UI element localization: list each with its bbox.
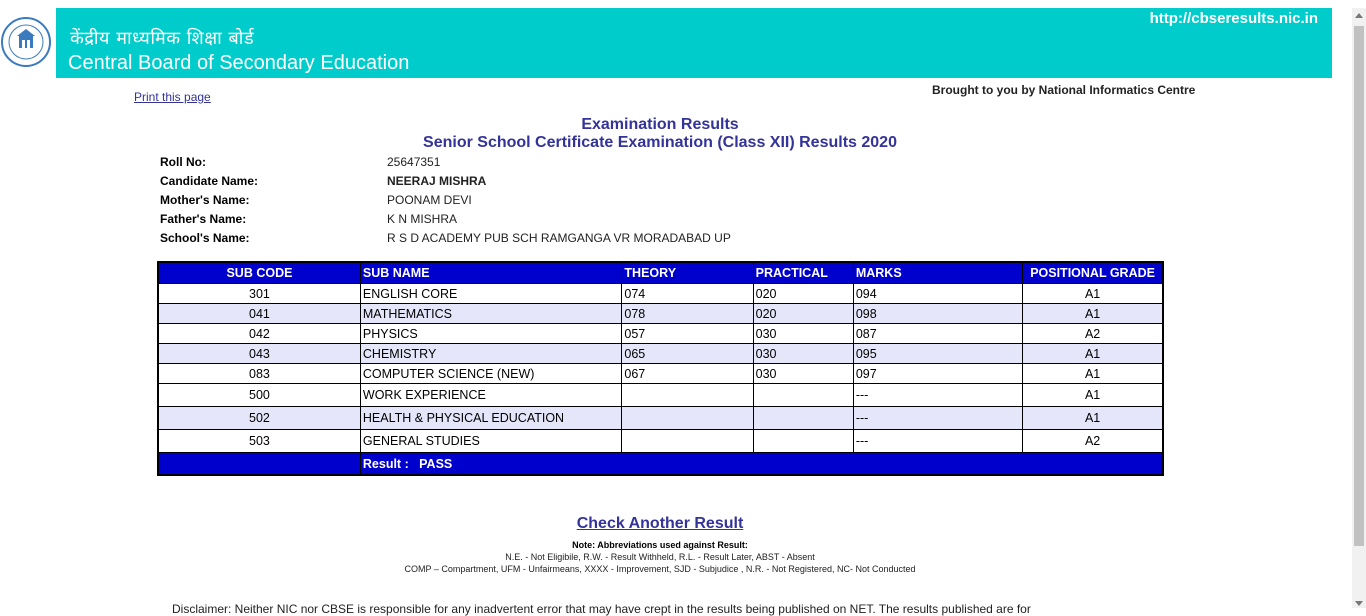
header-sub-name: SUB NAME — [360, 262, 622, 284]
theory-cell — [622, 430, 753, 453]
grade-cell: A2 — [1023, 324, 1163, 344]
sub-code-cell: 041 — [158, 304, 360, 324]
cbse-seal-icon — [0, 8, 52, 74]
site-url: http://cbseresults.nic.in — [1149, 10, 1318, 27]
header-theory: THEORY — [622, 262, 753, 284]
header-sub-code: SUB CODE — [158, 262, 360, 284]
school-name-label: School's Name: — [160, 231, 250, 245]
header-positional-grade: POSITIONAL GRADE — [1023, 262, 1163, 284]
mother-name-label: Mother's Name: — [160, 193, 250, 207]
sub-code-cell: 503 — [158, 430, 360, 453]
check-another-result-link[interactable]: Check Another Result — [576, 515, 744, 532]
table-header-row — [158, 262, 1163, 284]
marks-cell: --- — [853, 407, 1022, 430]
practical-cell: 030 — [753, 364, 853, 384]
scrollbar-thumb[interactable] — [1354, 26, 1364, 546]
theory-cell — [622, 407, 753, 430]
sub-name-cell: GENERAL STUDIES — [360, 430, 622, 453]
sub-name-cell: HEALTH & PHYSICAL EDUCATION — [360, 407, 622, 430]
grade-cell: A1 — [1023, 304, 1163, 324]
marks-cell: --- — [853, 430, 1022, 453]
marks-table — [157, 261, 1164, 476]
header-practical: PRACTICAL — [753, 262, 853, 284]
table-row — [158, 430, 1163, 453]
marks-cell: 087 — [853, 324, 1022, 344]
disclaimer-text: Disclaimer: Neither NIC nor CBSE is responsible for any inadvertent error that may have crept in the results being published on NET. The results published are for — [172, 602, 1031, 616]
candidate-name-value: NEERAJ MISHRA — [387, 174, 487, 188]
sub-code-cell: 042 — [158, 324, 360, 344]
practical-cell: 020 — [753, 284, 853, 304]
candidate-name-label: Candidate Name: — [160, 174, 259, 188]
theory-cell: 074 — [622, 284, 753, 304]
practical-cell: 030 — [753, 344, 853, 364]
header-banner — [56, 8, 1332, 78]
table-row — [158, 344, 1163, 364]
print-page-link[interactable]: Print this page — [134, 90, 211, 104]
scroll-down-icon[interactable] — [1355, 601, 1363, 606]
practical-cell — [753, 407, 853, 430]
theory-cell: 057 — [622, 324, 753, 344]
sub-code-cell: 043 — [158, 344, 360, 364]
grade-cell: A1 — [1023, 384, 1163, 407]
sub-name-cell: CHEMISTRY — [360, 344, 622, 364]
table-row — [158, 407, 1163, 430]
school-name-value: R S D ACADEMY PUB SCH RAMGANGA VR MORADABAD UP — [387, 231, 731, 245]
vertical-scrollbar[interactable] — [1352, 8, 1366, 608]
theory-cell — [622, 384, 753, 407]
sub-name-cell: PHYSICS — [360, 324, 622, 344]
table-row — [158, 304, 1163, 324]
sub-code-cell: 301 — [158, 284, 360, 304]
page-title: Examination Results — [581, 116, 739, 133]
sub-name-cell: COMPUTER SCIENCE (NEW) — [360, 364, 622, 384]
practical-cell — [753, 430, 853, 453]
theory-cell: 078 — [622, 304, 753, 324]
grade-cell: A2 — [1023, 430, 1163, 453]
father-name-value: K N MISHRA — [387, 212, 458, 226]
sub-name-cell: ENGLISH CORE — [360, 284, 622, 304]
marks-cell: 094 — [853, 284, 1022, 304]
grade-cell: A1 — [1023, 407, 1163, 430]
marks-cell: 098 — [853, 304, 1022, 324]
sub-code-cell: 502 — [158, 407, 360, 430]
table-row — [158, 284, 1163, 304]
practical-cell: 030 — [753, 324, 853, 344]
board-name-english: Central Board of Secondary Education — [68, 52, 410, 74]
result-spacer-cell — [158, 453, 360, 476]
sub-name-cell: MATHEMATICS — [360, 304, 622, 324]
table-row — [158, 324, 1163, 344]
grade-cell: A1 — [1023, 364, 1163, 384]
practical-cell: 020 — [753, 304, 853, 324]
marks-cell: --- — [853, 384, 1022, 407]
sub-name-cell: WORK EXPERIENCE — [360, 384, 622, 407]
theory-cell: 065 — [622, 344, 753, 364]
board-name-hindi: केंद्रीय माध्यमिक शिक्षा बोर्ड — [70, 28, 255, 49]
father-name-label: Father's Name: — [160, 212, 247, 226]
sub-code-cell: 500 — [158, 384, 360, 407]
scroll-up-icon[interactable] — [1355, 13, 1363, 18]
result-status: Result : PASS — [360, 453, 1163, 476]
abbreviations-line-2: COMP – Compartment, UFM - Unfairmeans, XXXX - Improvement, SJD - Subjudice , N.R. - Not Registered, NC- Not Conducted — [404, 564, 916, 574]
abbreviations-note-title: Note: Abbreviations used against Result: — [572, 540, 748, 550]
table-row — [158, 364, 1163, 384]
abbreviations-line-1: N.E. - Not Eligibile, R.W. - Result Withheld, R.L. - Result Later, ABST - Absent — [505, 552, 815, 562]
marks-cell: 095 — [853, 344, 1022, 364]
marks-cell: 097 — [853, 364, 1022, 384]
mother-name-value: POONAM DEVI — [387, 193, 472, 207]
grade-cell: A1 — [1023, 284, 1163, 304]
result-row — [158, 453, 1163, 476]
theory-cell: 067 — [622, 364, 753, 384]
roll-number-label: Roll No: — [160, 155, 206, 169]
sub-code-cell: 083 — [158, 364, 360, 384]
table-row — [158, 384, 1163, 407]
page-subtitle: Senior School Certificate Examination (Class XII) Results 2020 — [423, 134, 897, 151]
roll-number-value: 25647351 — [387, 155, 441, 169]
brought-by-text: Brought to you by National Informatics Centre — [932, 83, 1196, 97]
header-marks: MARKS — [853, 262, 1022, 284]
practical-cell — [753, 384, 853, 407]
grade-cell: A1 — [1023, 344, 1163, 364]
